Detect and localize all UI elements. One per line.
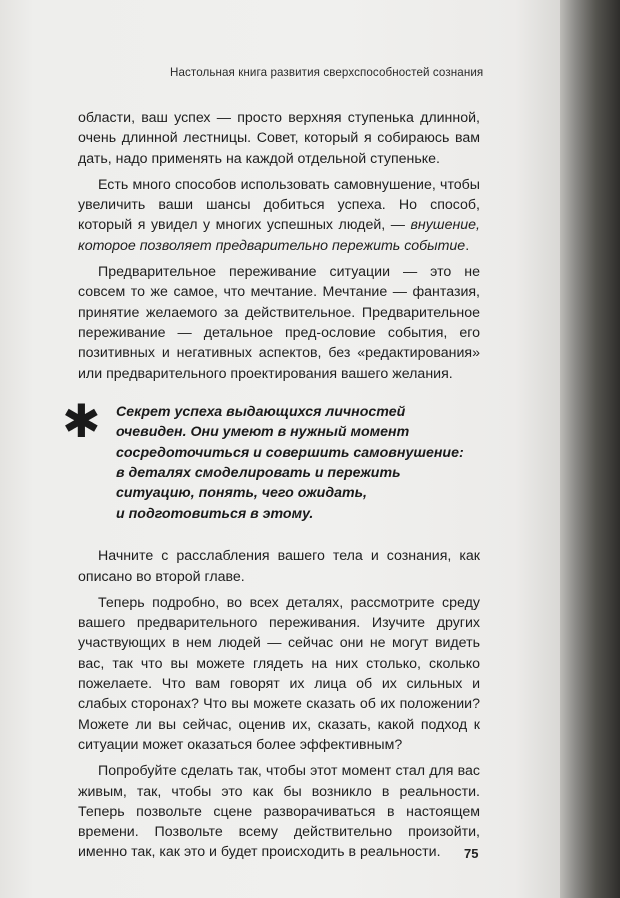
paragraph-6: Попробуйте сделать так, чтобы этот момент стал для вас живым, так, чтобы это как бы возникло в реальности. Теперь позвольте сцене разворачиваться в настоящем времени. Позвольте всему действительно произойти, именно так, как это и будет происходить в реальности. <box>78 763 480 861</box>
callout-line: Секрет успеха выдающихся личностей <box>116 403 406 420</box>
callout-box <box>62 393 480 524</box>
book-spine-shadow <box>560 0 620 898</box>
paragraph-3: Предварительное переживание ситуации — это не совсем то же самое, что мечтание. Мечтание — фантазия, принятие желаемого за действительное. Предварительное переживание — детальное пред-ословие события, его позитивных и негативных аспектов, без «редактирования» или предварительного проектирования вашего желания. <box>78 264 480 382</box>
page-content <box>62 108 480 869</box>
paragraph-5: Теперь подробно, во всех деталях, рассмотрите среду вашего предварительного переживания. Изучите других участвующих в нем людей — сейчас они не могут видеть вас, так что вы можете глядеть на них столько, сколько пожелаете. Что вам говорят их лица об их сильных и слабых сторонах? Что вы можете сказать об их положении? Можете ли вы сейчас, оценив их, сказать, какой подход к ситуации может оказаться более эффективным? <box>78 594 480 753</box>
paragraph-4: Начните с расслабления вашего тела и сознания, как описано во второй главе. <box>78 548 480 585</box>
callout-line: ситуацию, понять, чего ожидать, <box>116 485 367 502</box>
paragraph-2-end: . <box>465 237 470 254</box>
callout-line: в деталях смоделировать и пережить <box>116 465 401 482</box>
running-head: Настольная книга развития сверхспособностей сознания <box>170 66 484 79</box>
page-number: 75 <box>464 846 479 861</box>
paragraph-1: области, ваш успех — просто верхняя ступенька длинной, очень длинной лестницы. Совет, который я собираюсь вам дать, надо применять на каждой отдельной ступеньке. <box>78 110 480 167</box>
callout-line: сосредоточиться и совершить самовнушение: <box>116 444 464 461</box>
asterisk-icon: ✱ <box>62 393 101 448</box>
paragraph-2-text: Есть много способов использовать самовнушение, чтобы увеличить ваши шансы добиться успеха. Но способ, который я увидел у многих успешных людей, — <box>78 176 480 234</box>
paragraph-2-italic: внушение, которое позволяет предварительно пережить событие <box>78 217 480 254</box>
callout-line: и подготовиться в этому. <box>116 505 314 522</box>
paragraph-2 <box>78 175 480 256</box>
callout-line: очевиден. Они умеют в нужный момент <box>116 424 410 441</box>
